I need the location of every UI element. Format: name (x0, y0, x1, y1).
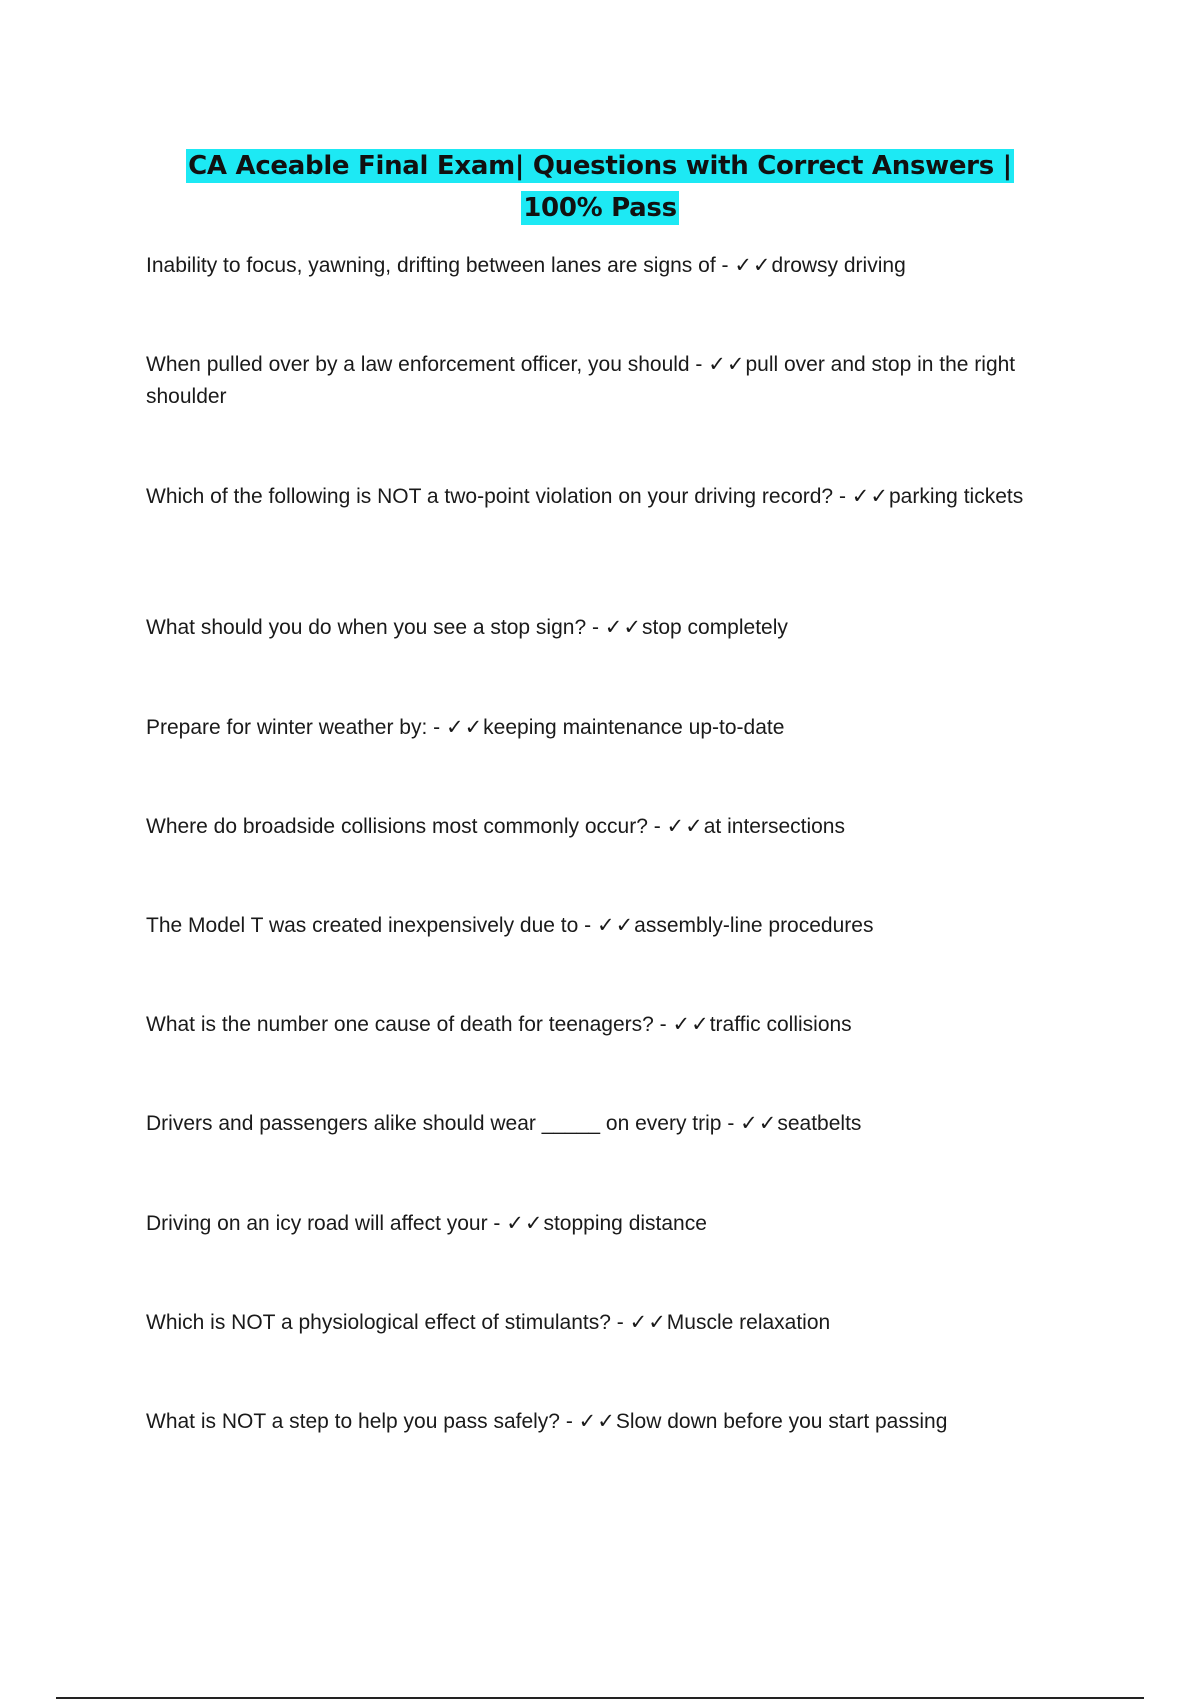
qa-item-11 (146, 1307, 1046, 1339)
check-mark-icon: ✓✓ (506, 1212, 544, 1235)
answer-text: at intersections (703, 815, 845, 838)
qa-item-7 (146, 910, 1046, 942)
question-text: Driving on an icy road will affect your - (146, 1212, 507, 1235)
check-mark-icon: ✓✓ (578, 1410, 616, 1433)
qa-item-10 (146, 1208, 1046, 1240)
answer-text: Slow down before you start passing (615, 1410, 948, 1433)
answer-text: keeping maintenance up-to-date (483, 716, 785, 739)
qa-item-6 (146, 811, 1046, 843)
answer-text: stopping distance (543, 1212, 707, 1235)
qa-item-4 (146, 612, 1046, 644)
answer-text: seatbelts (777, 1112, 862, 1135)
check-mark-icon: ✓✓ (851, 485, 889, 508)
question-text: What is the number one cause of death for teenagers? - (146, 1013, 673, 1036)
qa-item-3 (146, 481, 1046, 513)
check-mark-icon: ✓✓ (708, 353, 746, 376)
answer-text: parking tickets (888, 485, 1024, 508)
question-text: Prepare for winter weather by: - (146, 716, 446, 739)
answer-text: drowsy driving (771, 254, 906, 277)
qa-item-8 (146, 1009, 1046, 1041)
question-text: When pulled over by a law enforcement officer, you should - (146, 353, 709, 376)
answer-text: stop completely (641, 616, 788, 639)
question-text: What is NOT a step to help you pass safely? - (146, 1410, 579, 1433)
check-mark-icon: ✓✓ (666, 815, 704, 838)
title-highlight: CA Aceable Final Exam| Questions with Correct Answers | 100% Pass (188, 151, 1012, 223)
footer-divider (56, 1697, 1144, 1699)
question-text: Which is NOT a physiological effect of stimulants? - (146, 1311, 630, 1334)
answer-text: traffic collisions (709, 1013, 852, 1036)
check-mark-icon: ✓✓ (734, 254, 772, 277)
answer-text: assembly-line procedures (634, 914, 874, 937)
question-text: Where do broadside collisions most commonly occur? - (146, 815, 667, 838)
qa-item-2 (146, 349, 1046, 413)
question-text: Which of the following is NOT a two-point violation on your driving record? - (146, 485, 852, 508)
qa-item-12 (146, 1406, 1046, 1438)
qa-item-9 (146, 1108, 1046, 1140)
qa-item-1 (146, 250, 1046, 282)
qa-item-5 (146, 712, 1046, 744)
question-text: Inability to focus, yawning, drifting between lanes are signs of - (146, 254, 735, 277)
check-mark-icon: ✓✓ (596, 914, 635, 937)
question-text: Drivers and passengers alike should wear _____ on every trip - (146, 1112, 741, 1135)
answer-text: Muscle relaxation (666, 1311, 831, 1334)
check-mark-icon: ✓✓ (740, 1112, 778, 1135)
question-text: What should you do when you see a stop sign? - (146, 616, 605, 639)
check-mark-icon: ✓✓ (604, 616, 642, 639)
page-title (146, 145, 1054, 229)
check-mark-icon: ✓✓ (672, 1013, 710, 1036)
answer-text: pull over and stop in the right shoulder (146, 353, 1016, 408)
check-mark-icon: ✓✓ (629, 1311, 667, 1334)
question-text: The Model T was created inexpensively due to - (146, 914, 597, 937)
check-mark-icon: ✓✓ (445, 716, 484, 739)
